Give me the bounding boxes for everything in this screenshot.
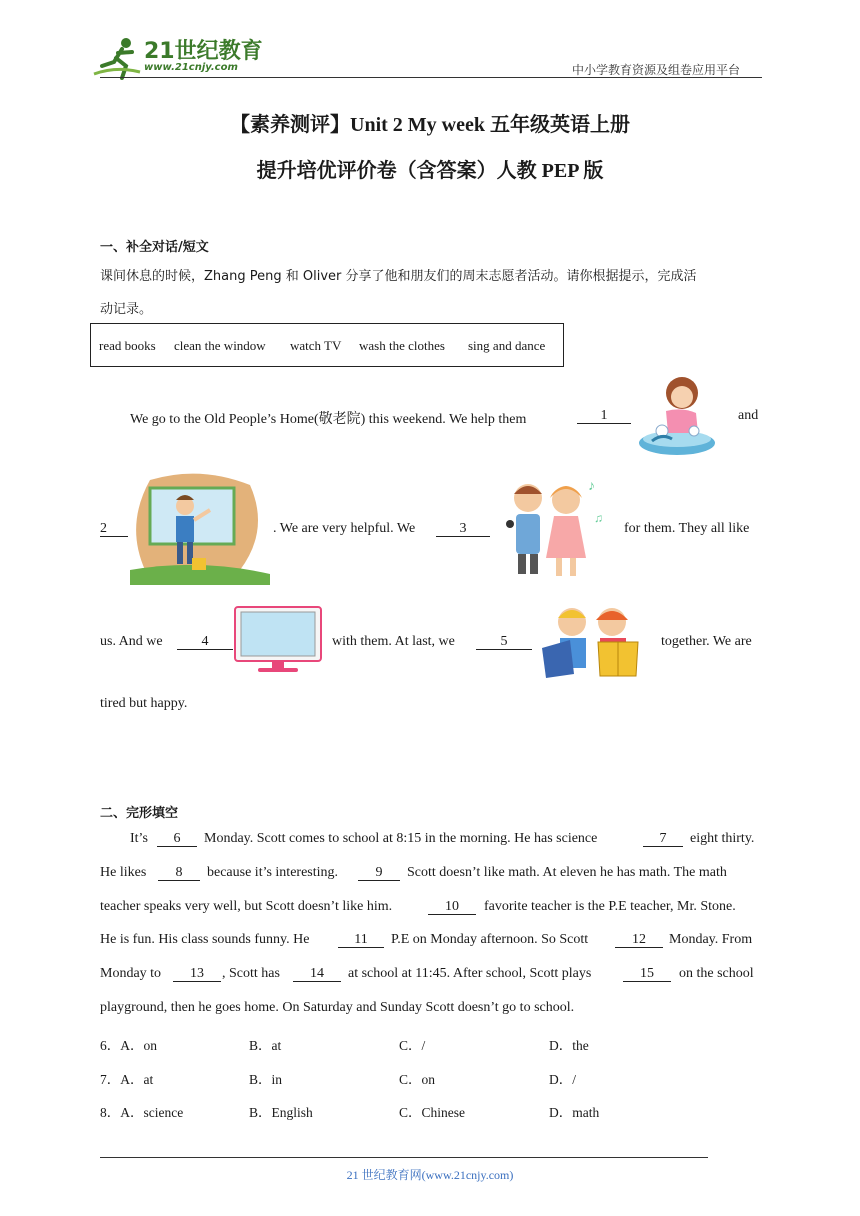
question-number: 7． xyxy=(100,1072,121,1087)
passage-text: Monday to xyxy=(100,966,162,981)
question-number: 6． xyxy=(100,1038,121,1053)
option-b[interactable]: B．English xyxy=(249,1105,313,1120)
kids-reading-image xyxy=(540,600,642,680)
question-number: 8． xyxy=(100,1105,121,1120)
blank-6[interactable]: 6 xyxy=(157,831,197,847)
section-1-intro-line-1: 课间休息的时候，Zhang Peng 和 Oliver 分享了他和朋友们的周末志愿者活动。请你根据提示，完成活 xyxy=(100,269,697,284)
kids-singing-image xyxy=(498,478,606,582)
passage-text: and xyxy=(738,408,759,423)
question-7 xyxy=(100,1068,153,1088)
blank-11[interactable]: 11 xyxy=(338,932,384,948)
blank-3[interactable]: 3 xyxy=(436,521,490,537)
blank-8[interactable]: 8 xyxy=(158,865,200,881)
blank-7[interactable]: 7 xyxy=(643,831,683,847)
svg-text:♪: ♪ xyxy=(588,479,595,494)
page-title-line-2: 提升培优评价卷（含答案）人教 PEP 版 xyxy=(256,160,604,182)
page-title-line-1: 【素养测评】Unit 2 My week 五年级英语上册 xyxy=(230,114,630,136)
word-bank-box xyxy=(90,323,564,367)
passage-text: together. We are xyxy=(661,634,752,649)
option-c[interactable]: C．Chinese xyxy=(399,1105,465,1120)
passage-text: P.E on Monday afternoon. So Scott xyxy=(391,932,589,947)
passage-text: because it’s interesting. xyxy=(207,865,339,880)
word-bank-item: read books xyxy=(99,338,156,353)
option-a[interactable]: A．on xyxy=(120,1038,157,1053)
passage-text: Scott doesn’t like math. At eleven he has math. The math xyxy=(407,865,727,880)
option-b[interactable]: B．at xyxy=(249,1038,282,1053)
blank-14[interactable]: 14 xyxy=(293,966,341,982)
passage-text: with them. At last, we xyxy=(332,634,455,649)
passage-text: We go to the Old People’s Home(敬老院) this weekend. We help them xyxy=(130,412,527,427)
logo-url: www.21cnjy.com xyxy=(144,62,238,73)
passage-text: He likes xyxy=(100,865,147,880)
passage-text: us. And we xyxy=(100,634,163,649)
blank-4[interactable]: 4 xyxy=(177,634,233,650)
svg-text:♫: ♫ xyxy=(594,511,603,525)
footer-divider xyxy=(100,1157,708,1158)
boy-cleaning-window-image xyxy=(130,470,270,585)
word-bank-item: sing and dance xyxy=(468,338,546,353)
option-c[interactable]: C．on xyxy=(399,1072,436,1087)
passage-text: for them. They all like xyxy=(624,521,750,536)
passage-text: tired but happy. xyxy=(100,696,188,711)
blank-5[interactable]: 5 xyxy=(476,634,532,650)
option-d[interactable]: D．the xyxy=(549,1038,589,1053)
blank-10[interactable]: 10 xyxy=(428,899,476,915)
section-2-heading: 二、完形填空 xyxy=(100,806,179,821)
runner-logo-icon xyxy=(92,36,142,80)
logo-text: 21世纪教育 xyxy=(144,39,263,64)
blank-15[interactable]: 15 xyxy=(623,966,671,982)
option-d[interactable]: D．math xyxy=(549,1105,600,1120)
footer-link[interactable]: 21 世纪教育网(www.21cnjy.com) xyxy=(346,1168,514,1182)
word-bank-item: watch TV xyxy=(290,338,342,353)
word-bank-item: clean the window xyxy=(174,338,266,353)
question-6 xyxy=(100,1034,157,1054)
section-1-intro-line-2: 动记录。 xyxy=(100,302,153,317)
passage-text: favorite teacher is the P.E teacher, Mr. Stone. xyxy=(484,899,736,914)
passage-text: teacher speaks very well, but Scott doesn’t like him. xyxy=(100,899,393,914)
girl-washing-clothes-image xyxy=(632,371,722,459)
blank-2[interactable]: 2 xyxy=(100,521,128,537)
site-logo[interactable] xyxy=(92,36,262,80)
passage-text: eight thirty. xyxy=(690,831,755,846)
blank-1[interactable]: 1 xyxy=(577,408,631,424)
option-c[interactable]: C．/ xyxy=(399,1038,426,1053)
passage-text: on the school xyxy=(679,966,754,981)
platform-name: 中小学教育资源及组卷应用平台 xyxy=(572,63,741,77)
blank-9[interactable]: 9 xyxy=(358,865,400,881)
section-1-heading: 一、补全对话/短文 xyxy=(100,240,209,255)
passage-text: . We are very helpful. We xyxy=(273,521,416,536)
option-b[interactable]: B．in xyxy=(249,1072,283,1087)
question-8 xyxy=(100,1101,183,1121)
passage-text: Monday. Scott comes to school at 8:15 in the morning. He has science xyxy=(204,831,598,846)
blank-13[interactable]: 13 xyxy=(173,966,221,982)
header-divider xyxy=(100,77,762,78)
option-a[interactable]: A．at xyxy=(120,1072,154,1087)
passage-text: He is fun. His class sounds funny. He xyxy=(100,932,310,947)
passage-text: playground, then he goes home. On Saturday and Sunday Scott doesn’t go to school. xyxy=(100,1000,575,1015)
blank-12[interactable]: 12 xyxy=(615,932,663,948)
passage-text: Monday. From xyxy=(669,932,753,947)
passage-text: It’s xyxy=(130,831,148,846)
tv-monitor-image xyxy=(234,606,322,674)
passage-text: at school at 11:45. After school, Scott plays xyxy=(348,966,592,981)
word-bank-item: wash the clothes xyxy=(359,338,445,353)
option-d[interactable]: D．/ xyxy=(549,1072,576,1087)
option-a[interactable]: A．science xyxy=(120,1105,184,1120)
passage-text: , Scott has xyxy=(222,966,280,981)
